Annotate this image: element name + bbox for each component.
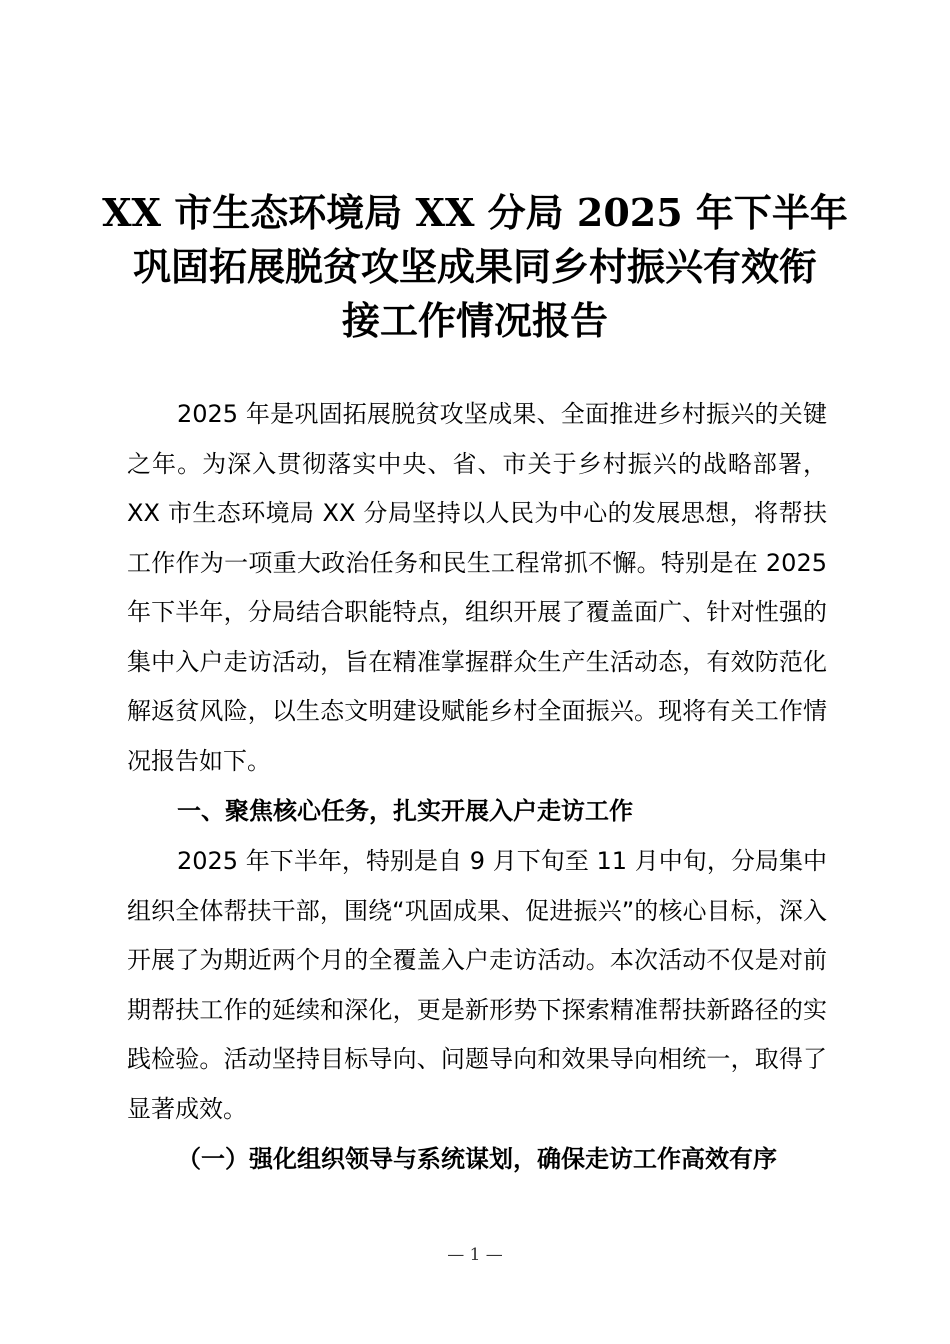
title-line-1: XX 市生态环境局 XX 分局 2025 年下半年 [102,190,848,235]
page-number: — 1 — [447,1245,503,1265]
intro-paragraph: 2025 年是巩固拓展脱贫攻坚成果、全面推进乡村振兴的关键之年。为深入贯彻落实中央、省、市关于乡村振兴的战略部署，XX 市生态环境局 XX 分局坚持以人民为中心的发展思想，将帮扶工作作为一项重大政治任务和民生工程常抓不懈。特别是在 2025 年下半年，分局结合职能特点，组织开展了覆盖面广、针对性强的集中入户走访活动，旨在精准掌握群众生产生活动态，有效防范化解返贫风险，以生态文明建设赋能乡村全面振兴。现将有关工作情况报告如下。 [127,400,827,775]
title-line-2: 巩固拓展脱贫攻坚成果同乡村振兴有效衔 [132,244,817,289]
document-title [100,186,850,348]
title-line-3: 接工作情况报告 [341,298,608,343]
section-heading-1: 一、聚焦核心任务，扎实开展入户走访工作 [177,797,633,825]
subsection-heading-1: （一）强化组织领导与系统谋划，确保走访工作高效有序 [177,1145,777,1173]
section-1-paragraph: 2025 年下半年，特别是自 9 月下旬至 11 月中旬，分局集中组织全体帮扶干部，围绕“巩固成果、促进振兴”的核心目标，深入开展了为期近两个月的全覆盖入户走访活动。本次活动不仅是对前期帮扶工作的延续和深化，更是新形势下探索精准帮扶新路径的实践检验。活动坚持目标导向、问题导向和效果导向相统一，取得了显著成效。 [127,847,827,1123]
